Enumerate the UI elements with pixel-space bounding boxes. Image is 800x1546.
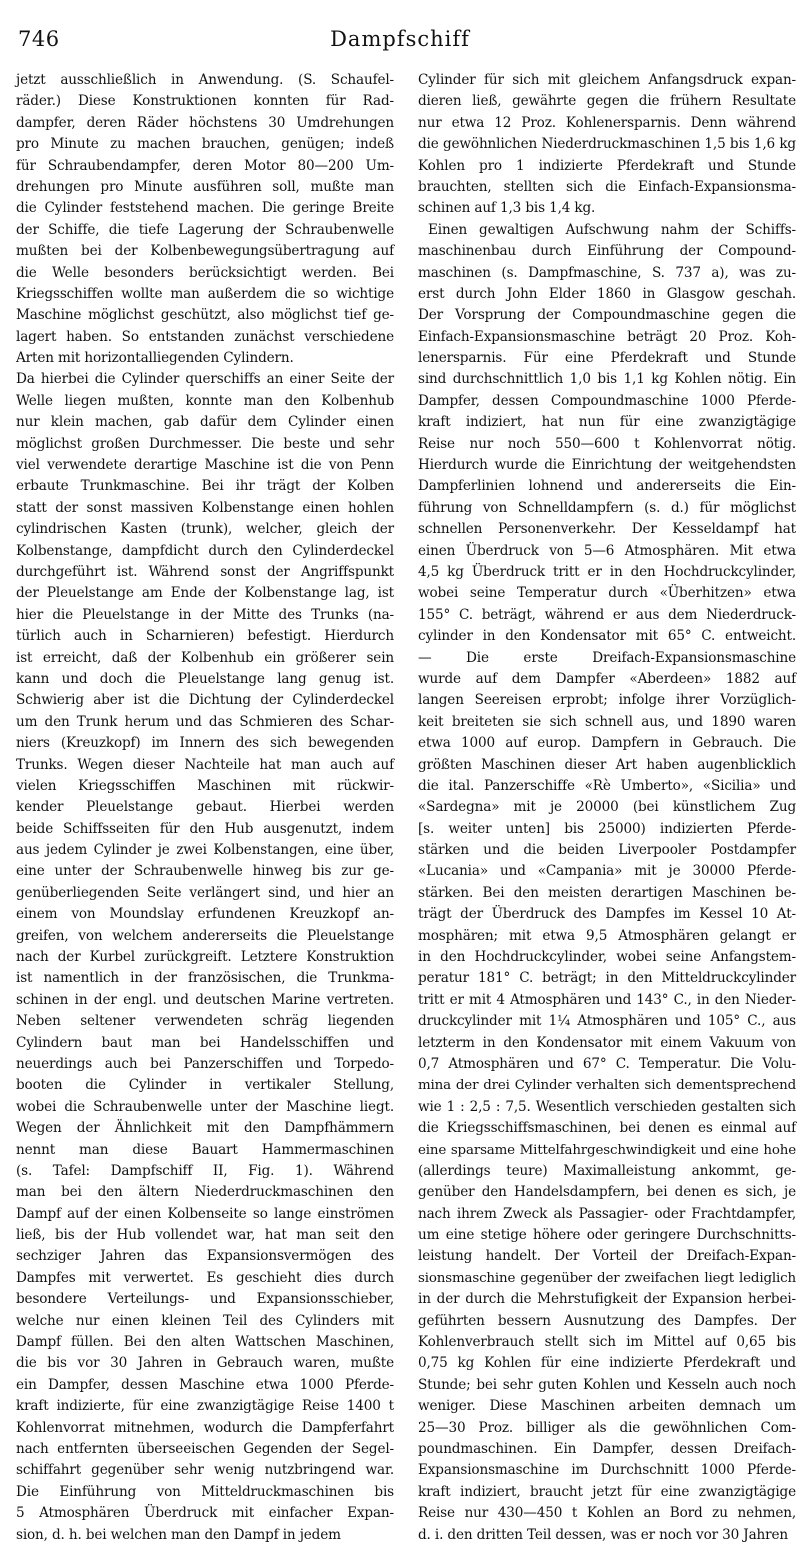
right-column [418, 70, 796, 1543]
text-columns [16, 70, 796, 1543]
text-line: schnellen Personenverkehr. Der Kesseldampf hat [418, 521, 796, 538]
text-line: räder.) Diese Konstruktionen konnten für Rad- [16, 93, 394, 110]
text-line: cylinder in den Kondensator mit 65° C. entweicht. [418, 628, 796, 645]
text-line: ist namentlich in der französischen, die Trunkma- [16, 970, 394, 987]
text-line: pro Minute zu machen brauchen, genügen; indeß [16, 136, 394, 153]
text-line: eine unter der Schraubenwelle hinweg bis zur ge- [16, 863, 394, 880]
text-line: statt der sonst massiven Kolbenstange einen hohlen [16, 499, 394, 516]
text-line: einen Überdruck von 5—6 Atmosphären. Mit etwa [418, 542, 796, 559]
text-line: 4,5 kg Überdruck tritt er in den Hochdruckcylinder, [418, 563, 796, 580]
text-line: kann und doch die Pleuelstange lang genug ist. [16, 670, 394, 687]
text-line: peratur 181° C. beträgt; in den Mitteldruckcylinder [418, 970, 796, 987]
text-line: niers (Kreuzkopf) im Innern des sich bewegenden [16, 735, 394, 752]
text-line: vielen Kriegsschiffen Maschinen mit rückwir- [16, 777, 394, 794]
text-line: nur klein machen, gab dafür dem Cylinder einen [16, 414, 394, 431]
text-line: letzterm in den Kondensator mit einem Vakuum von [418, 1034, 796, 1051]
text-line: kender Pleuelstange gebaut. Hierbei werden [16, 799, 394, 816]
text-line: einem von Moundslay erfundenen Kreuzkopf an- [16, 906, 394, 923]
text-line: Dampfer, dessen Compoundmaschine 1000 Pferde- [418, 392, 796, 409]
text-line: Einen gewaltigen Aufschwung nahm der Schiffs- [428, 221, 796, 238]
text-line: 0,75 kg Kohlen für eine indizierte Pferdekraft und [418, 1355, 796, 1372]
text-line: der Pleuelstange am Ende der Kolbenstange lag, ist [16, 585, 394, 602]
text-line: d. i. den dritten Teil dessen, was er noch vor 30 Jahren [418, 1526, 789, 1543]
text-line: jetzt ausschließlich in Anwendung. (S. Schaufel- [16, 72, 394, 88]
text-line: drehungen pro Minute ausführen soll, mußte man [16, 178, 394, 195]
text-line: Reise nur noch 550—600 t Kohlenvorrat nötig. [418, 435, 796, 452]
text-line: schinen auf 1,3 bis 1,4 kg. [418, 200, 596, 217]
text-line: lenersparnis. Für eine Pferdekraft und Stunde [418, 350, 796, 367]
text-line: eine sparsame Mittelfahrgeschwindigkeit und eine hohe [418, 1142, 796, 1158]
text-line: stärken und die beiden Liverpooler Postdampfer [418, 842, 796, 859]
text-line: «Lucania» und «Campania» mit je 30000 Pferde- [418, 863, 796, 880]
text-line: 155° C. beträgt, während er aus dem Niederdruck- [418, 606, 796, 623]
text-line: tritt er mit 4 Atmosphären und 143° C., in den Nieder- [418, 991, 796, 1008]
text-line: größten Maschinen dieser Art haben augenblicklich [418, 756, 796, 773]
text-line: (allerdings teure) Maximalleistung ankommt, ge- [418, 1162, 796, 1179]
text-line: Einfach-Expansionsmaschine beträgt 20 Proz. Koh- [418, 328, 796, 345]
text-line: trägt der Überdruck des Dampfes im Kessel 10 At- [418, 906, 796, 923]
text-line: welche nur einen kleinen Teil des Cylinders mit [16, 1312, 394, 1329]
text-line: (s. Tafel: Dampfschiff II, Fig. 1). Während [16, 1162, 394, 1179]
text-line: Wegen der Ähnlichkeit mit den Dampfhämmern [16, 1120, 394, 1137]
text-line: nennt man diese Bauart Hammermaschinen [16, 1141, 394, 1158]
text-line: Arten mit horizontalliegenden Cylindern. [16, 350, 294, 367]
text-line: türlich auch in Scharnieren) befestigt. Hierdurch [16, 628, 394, 645]
text-line: die ital. Panzerschiffe «Rè Umberto», «Sicilia» und [418, 777, 796, 794]
text-line: Cylinder für sich mit gleichem Anfangsdruck expan- [418, 72, 796, 88]
running-title: Dampfschiff [330, 27, 470, 51]
text-line: für Schraubendampfer, deren Motor 80—200 Um- [16, 157, 394, 174]
text-line: Die Einführung von Mitteldruckmaschinen bis [16, 1483, 394, 1500]
text-line: ein Dampfer, dessen Maschine etwa 1000 Pferde- [16, 1376, 394, 1393]
text-line: lagert haben. So entstanden zunächst verschiedene [16, 328, 394, 345]
text-line: durchgeführt ist. Während sonst der Angriffspunkt [16, 563, 394, 580]
text-line: Stunde; bei sehr guten Kohlen und Kesseln auch noch [418, 1376, 796, 1393]
text-line: man bei den ältern Niederdruckmaschinen den [16, 1184, 394, 1201]
text-line: genüber den Handelsdampfern, bei denen es sich, je [418, 1184, 796, 1201]
text-line: führung von Schnelldampfern (s. d.) für möglichst [418, 499, 796, 516]
text-line: Kriegsschiffen wollte man außerdem die so wichtige [16, 285, 394, 302]
text-line: die Kriegsschiffsmaschinen, bei denen es einmal auf [418, 1120, 796, 1137]
text-line: Da hierbei die Cylinder querschiffs an einer Seite der [16, 371, 394, 388]
text-line: kraft indiziert, hat nun für eine zwanzigtägige [418, 414, 796, 431]
text-line: cylindrischen Kasten (trunk), welcher, gleich der [16, 521, 394, 538]
text-line: ist erreicht, daß der Kolbenhub ein größerer sein [16, 649, 394, 666]
text-line: nach der Kurbel zurückgreift. Letztere Konstruktion [16, 949, 394, 966]
text-line: aus jedem Cylinder je zwei Kolbenstangen, eine über, [16, 842, 394, 859]
page-number: 746 [18, 27, 60, 51]
text-line: dieren ließ, gewährte gegen die frühern Resultate [418, 93, 796, 110]
text-line: 5 Atmosphären Überdruck mit einfacher Expan- [16, 1505, 394, 1522]
text-line: schinen in der engl. und deutschen Marine vertreten. [16, 991, 394, 1008]
text-line: schiffahrt gegenüber sehr wenig nutzbringend war. [16, 1462, 394, 1479]
text-line: Neben seltener verwendeten schräg liegenden [16, 1013, 394, 1030]
text-line: Dampferlinien lohnend und andererseits die Ein- [418, 478, 796, 495]
text-line: poundmaschinen. Ein Dampfer, dessen Dreifach- [418, 1441, 796, 1457]
text-line: wurde auf dem Dampfer «Aberdeen» 1882 auf [418, 670, 796, 687]
text-line: viel verwendete derartige Maschine ist die von Penn [16, 457, 394, 474]
page-header [10, 26, 790, 56]
text-line: keit breiteten sie sich schnell aus, und 1890 waren [418, 713, 796, 730]
text-line: stärken. Bei den meisten derartigen Maschinen be- [418, 884, 796, 901]
text-line: Welle liegen mußten, konnte man den Kolbenhub [16, 392, 394, 409]
text-line: booten die Cylinder in vertikaler Stellung, [16, 1077, 394, 1094]
text-line: Trunks. Wegen dieser Nachteile hat man auch auf [16, 756, 394, 773]
text-line: — Die erste Dreifach-Expansionsmaschine [418, 649, 796, 666]
text-line: sechziger Jahren das Expansionsvermögen des [16, 1248, 394, 1265]
text-line: maschinenbau durch Einführung der Compound- [418, 243, 796, 260]
text-line: Cylindern baut man bei Handelsschiffen und [16, 1034, 394, 1051]
text-line: kraft indiziert, braucht jetzt für eine zwanzigtägige [418, 1483, 796, 1500]
text-line: druckcylinder mit 1¼ Atmosphären und 105° C., aus [418, 1013, 796, 1030]
text-line: Kolbenstange, dampfdicht durch den Cylinderdeckel [16, 542, 394, 559]
text-line: weniger. Diese Maschinen arbeiten demnach um [418, 1398, 796, 1415]
text-line: der Schiffe, die tiefe Lagerung der Schraubenwelle [16, 221, 394, 238]
text-line: Kohlenverbrauch stellt sich im Mittel auf 0,65 bis [418, 1334, 796, 1351]
text-line: mußten bei der Kolbenbewegungsübertragung auf [16, 243, 394, 260]
text-line: die Welle besonders berücksichtigt werden. Bei [16, 264, 394, 281]
text-line: sionsmaschine gegenüber der zweifachen liegt lediglich [418, 1270, 796, 1286]
text-line: wobei die Schraubenwelle unter der Maschine liegt. [16, 1098, 394, 1115]
text-line: Maschine möglichst geschützt, also möglichst tief ge- [16, 307, 394, 324]
text-line: sion, d. h. bei welchen man den Dampf in jedem [16, 1526, 341, 1543]
text-line: um den Trunk herum und das Schmieren des Schar- [16, 713, 394, 730]
text-line: geführten bessern Ausnutzung des Dampfes. Der [418, 1312, 796, 1329]
text-line: dampfer, deren Räder höchstens 30 Umdrehungen [16, 114, 394, 131]
text-line: besondere Verteilungs- und Expansionsschieber, [16, 1291, 394, 1308]
text-line: nach ihrem Zweck als Passagier- oder Frachtdampfer, [418, 1205, 796, 1222]
left-column [16, 70, 394, 1543]
text-line: brauchten, stellten sich die Einfach-Expansionsma- [418, 178, 796, 195]
text-line: um eine stetige höhere oder geringere Durchschnitts- [418, 1227, 796, 1244]
text-line: Kohlen pro 1 indizierte Pferdekraft und Stunde [418, 157, 796, 174]
text-line: hier die Pleuelstange in der Mitte des Trunks (na- [16, 606, 394, 623]
text-line: ließ, bis der Hub vollendet war, hat man seit den [16, 1227, 394, 1244]
text-line: wobei seine Temperatur durch «Überhitzen» etwa [418, 585, 796, 602]
text-line: Dampf auf der einen Kolbenseite so lange einströmen [16, 1205, 394, 1222]
text-line: genüberliegenden Seite verlängert sind, und hier an [16, 884, 394, 901]
text-line: leistung handelt. Der Vorteil der Dreifach-Expan- [418, 1248, 796, 1265]
text-line: etwa 1000 auf europ. Dampfern in Gebrauch. Die [418, 735, 796, 752]
text-line: Kohlenvorrat mitnehmen, wodurch die Dampferfahrt [16, 1419, 394, 1436]
text-line: sind durchschnittlich 1,0 bis 1,1 kg Kohlen nötig. Ein [418, 371, 796, 388]
text-line: Expansionsmaschine im Durchschnitt 1000 Pferde- [418, 1462, 796, 1479]
text-line: mosphären; mit etwa 9,5 Atmosphären gelangt er [418, 927, 796, 944]
text-line: die bis vor 30 Jahren in Gebrauch waren, mußte [16, 1355, 394, 1372]
text-line: Reise nur 430—450 t Kohlen an Bord zu nehmen, [418, 1505, 796, 1522]
text-line: Der Vorsprung der Compoundmaschine gegen die [418, 307, 796, 324]
text-line: 0,7 Atmosphären und 67° C. Temperatur. Die Volu- [418, 1055, 796, 1072]
text-line: Hierdurch wurde die Einrichtung der weitgehendsten [418, 457, 796, 474]
text-line: greifen, von welchem andererseits die Pleuelstange [16, 927, 394, 944]
text-line: die gewöhnlichen Niederdruckmaschinen 1,5 bis 1,6 kg [418, 136, 796, 153]
text-line: Dampfes mit verwertet. Es geschieht dies durch [16, 1269, 394, 1286]
text-line: in der durch die Mehrstufigkeit der Expansion herbei- [418, 1291, 796, 1308]
text-line: maschinen (s. Dampfmaschine, S. 737 a), was zu- [418, 264, 796, 281]
text-line: [s. weiter unten] bis 25000) indizierten Pferde- [418, 820, 796, 837]
text-line: möglichst großen Durchmesser. Die beste und sehr [16, 435, 394, 452]
text-line: Schwierig aber ist die Dichtung der Cylinderdeckel [16, 692, 394, 709]
text-line: mina der drei Cylinder verhalten sich dementsprechend [418, 1078, 796, 1094]
text-line: langen Seereisen erprobt; infolge ihrer Vorzüglich- [418, 692, 796, 709]
text-line: in den Hochdruckcylinder, wobei seine Anfangstem- [418, 949, 796, 966]
text-line: erst durch John Elder 1860 in Glasgow geschah. [418, 285, 796, 302]
text-line: erbaute Trunkmaschine. Bei ihr trägt der Kolben [16, 478, 394, 495]
text-line: die Cylinder feststehend machen. Die geringe Breite [16, 200, 394, 217]
text-line: «Sardegna» mit je 20000 (bei künstlichem Zug [418, 799, 796, 816]
text-line: nur etwa 12 Proz. Kohlenersparnis. Denn während [418, 114, 796, 131]
text-line: Dampf füllen. Bei den alten Wattschen Maschinen, [16, 1334, 394, 1351]
text-line: wie 1 : 2,5 : 7,5. Wesentlich verschieden gestalten sich [418, 1098, 796, 1115]
text-line: kraft indizierte, für eine zwanzigtägige Reise 1400 t [16, 1398, 394, 1415]
text-line: neuerdings auch bei Panzerschiffen und Torpedo- [16, 1055, 394, 1072]
text-line: 25—30 Proz. billiger als die gewöhnlichen Com- [418, 1419, 796, 1436]
text-line: nach entfernten überseeischen Gegenden der Segel- [16, 1441, 394, 1457]
text-line: beide Schiffsseiten für den Hub ausgenutzt, indem [16, 820, 394, 837]
